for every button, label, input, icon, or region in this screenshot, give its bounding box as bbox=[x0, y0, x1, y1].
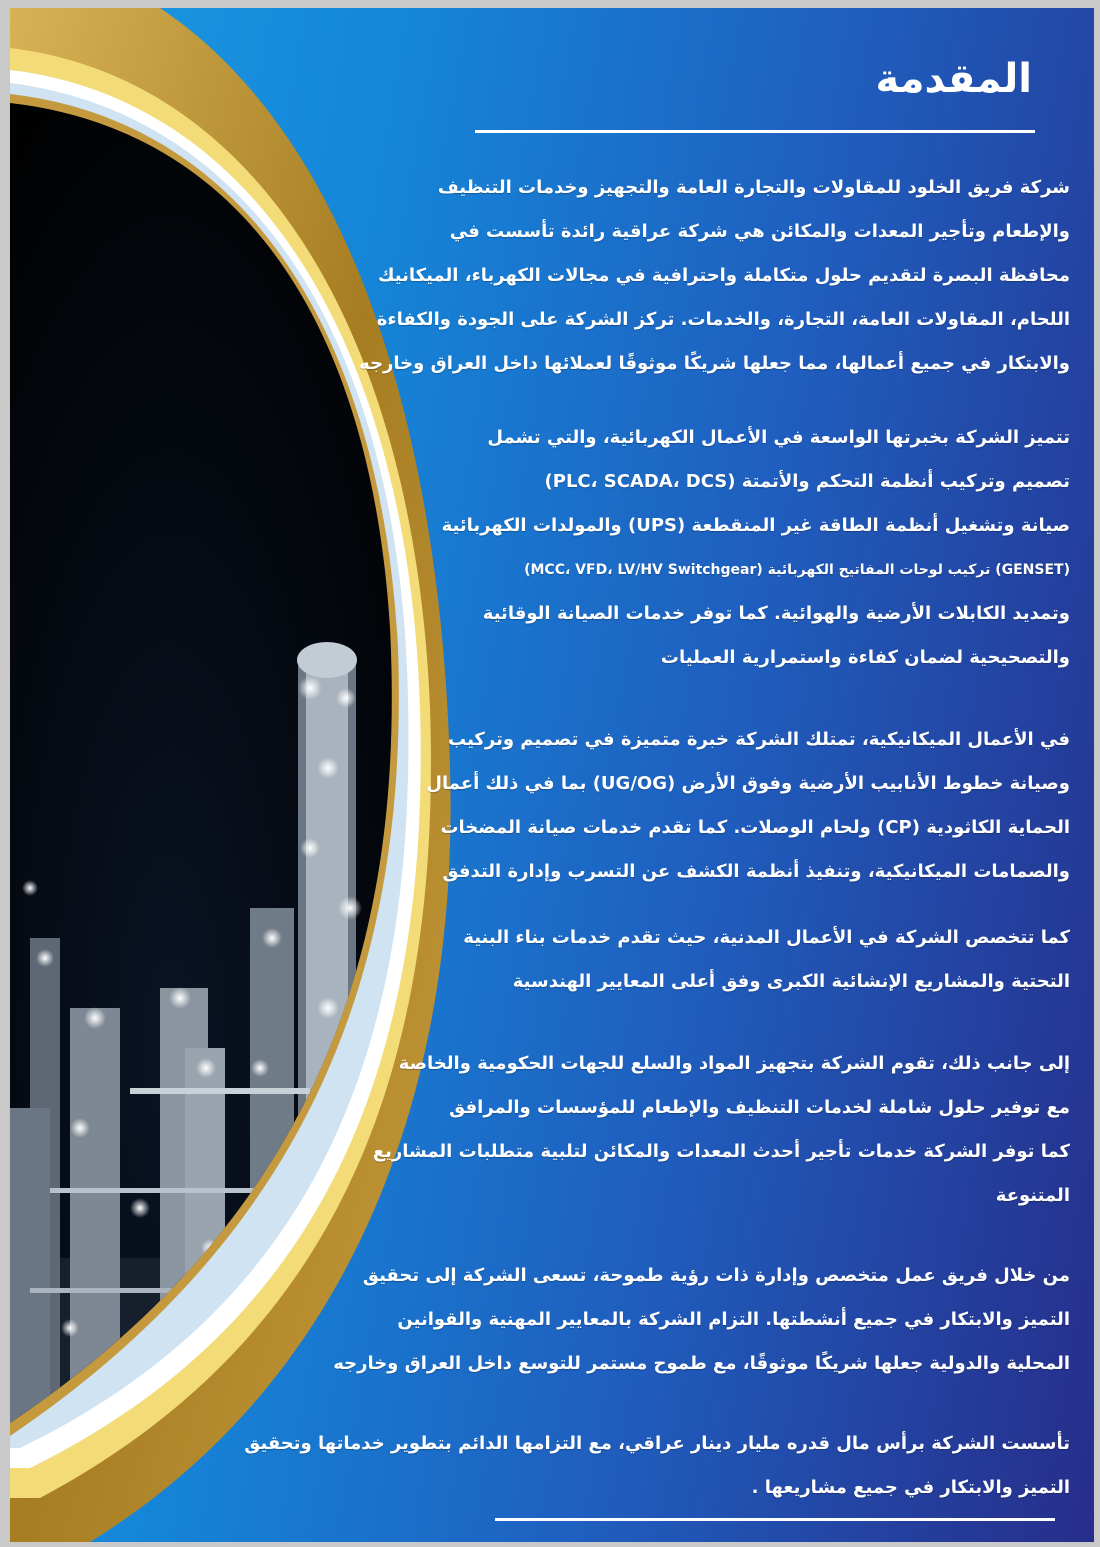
text-line: كما تتخصص الشركة في الأعمال المدنية، حيث تقدم خدمات بناء البنية bbox=[463, 927, 1070, 948]
text-line: والصمامات الميكانيكية، وتنفيذ أنظمة الكشف عن التسرب وإدارة التدفق bbox=[442, 861, 1070, 882]
text-line: شركة فريق الخلود للمقاولات والتجارة العامة والتجهيز وخدمات التنظيف bbox=[437, 177, 1070, 198]
text-line: في الأعمال الميكانيكية، تمتلك الشركة خبرة متميزة في تصميم وتركيب bbox=[448, 729, 1070, 750]
page-title: المقدمة bbox=[875, 56, 1032, 102]
text-line: والتصحيحية لضمان كفاءة واستمرارية العمليات bbox=[660, 647, 1070, 668]
civil-paragraph bbox=[463, 916, 1070, 1004]
text-line: صيانة وتشغيل أنظمة الطاقة غير المنقطعة (UPS) والمولدات الكهربائية bbox=[441, 515, 1070, 536]
brochure-page bbox=[10, 8, 1094, 1542]
text-line: من خلال فريق عمل متخصص وإدارة ذات رؤية طموحة، تسعى الشركة إلى تحقيق bbox=[362, 1265, 1070, 1286]
text-line: التميز والابتكار في جميع مشاريعها . bbox=[751, 1477, 1070, 1498]
text-line: إلى جانب ذلك، تقوم الشركة بتجهيز المواد والسلع للجهات الحكومية والخاصة bbox=[398, 1053, 1070, 1074]
vision-paragraph bbox=[333, 1254, 1070, 1386]
title-divider bbox=[475, 130, 1035, 133]
footer-divider bbox=[495, 1518, 1055, 1521]
text-line: تأسست الشركة برأس مال قدره مليار دينار عراقي، مع التزامها الدائم بتطوير خدماتها وتحقيق bbox=[244, 1433, 1070, 1454]
intro-paragraph bbox=[359, 166, 1070, 386]
text-line: التحتية والمشاريع الإنشائية الكبرى وفق أعلى المعايير الهندسية bbox=[512, 971, 1070, 992]
text-line: وتمديد الكابلات الأرضية والهوائية. كما توفر خدمات الصيانة الوقائية bbox=[482, 603, 1070, 624]
supply-paragraph bbox=[373, 1042, 1070, 1218]
text-line: اللحام، المقاولات العامة، التجارة، والخدمات. تركز الشركة على الجودة والكفاءة bbox=[376, 309, 1070, 330]
text-line: كما توفر الشركة خدمات تأجير أحدث المعدات والمكائن لتلبية متطلبات المشاريع bbox=[372, 1141, 1070, 1162]
text-line: (GENSET) تركيب لوحات المفاتيح الكهربائية (MCC، VFD، LV/HV Switchgear) bbox=[524, 562, 1070, 578]
text-line: الحماية الكاثودية (CP) ولحام الوصلات. كما تقدم خدمات صيانة المضخات bbox=[440, 817, 1070, 838]
text-line: مع توفير حلول شاملة لخدمات التنظيف والإطعام للمؤسسات والمرافق bbox=[449, 1097, 1070, 1118]
capital-paragraph bbox=[244, 1422, 1070, 1510]
mechanical-paragraph bbox=[426, 718, 1070, 894]
text-line: المتنوعة bbox=[995, 1185, 1070, 1206]
text-line: محافظة البصرة لتقديم حلول متكاملة واحترافية في مجالات الكهرباء، الميكانيك bbox=[378, 265, 1070, 286]
electrical-paragraph bbox=[442, 416, 1070, 680]
text-line: وصيانة خطوط الأنابيب الأرضية وفوق الأرض (UG/OG) بما في ذلك أعمال bbox=[426, 773, 1070, 794]
text-line: والإطعام وتأجير المعدات والمكائن هي شركة عراقية رائدة تأسست في bbox=[449, 221, 1070, 242]
text-line: تتميز الشركة بخبرتها الواسعة في الأعمال الكهربائية، والتي تشمل bbox=[487, 427, 1070, 448]
text-line: والابتكار في جميع أعمالها، مما جعلها شريكًا موثوقًا لعملائها داخل العراق وخارجه bbox=[359, 353, 1070, 374]
text-line: تصميم وتركيب أنظمة التحكم والأتمتة (PLC، SCADA، DCS) bbox=[544, 471, 1070, 492]
text-line: التميز والابتكار في جميع أنشطتها. التزام الشركة بالمعايير المهنية والقوانين bbox=[397, 1309, 1070, 1330]
text-line: المحلية والدولية جعلها شريكًا موثوقًا، مع طموح مستمر للتوسع داخل العراق وخارجه bbox=[333, 1353, 1070, 1374]
